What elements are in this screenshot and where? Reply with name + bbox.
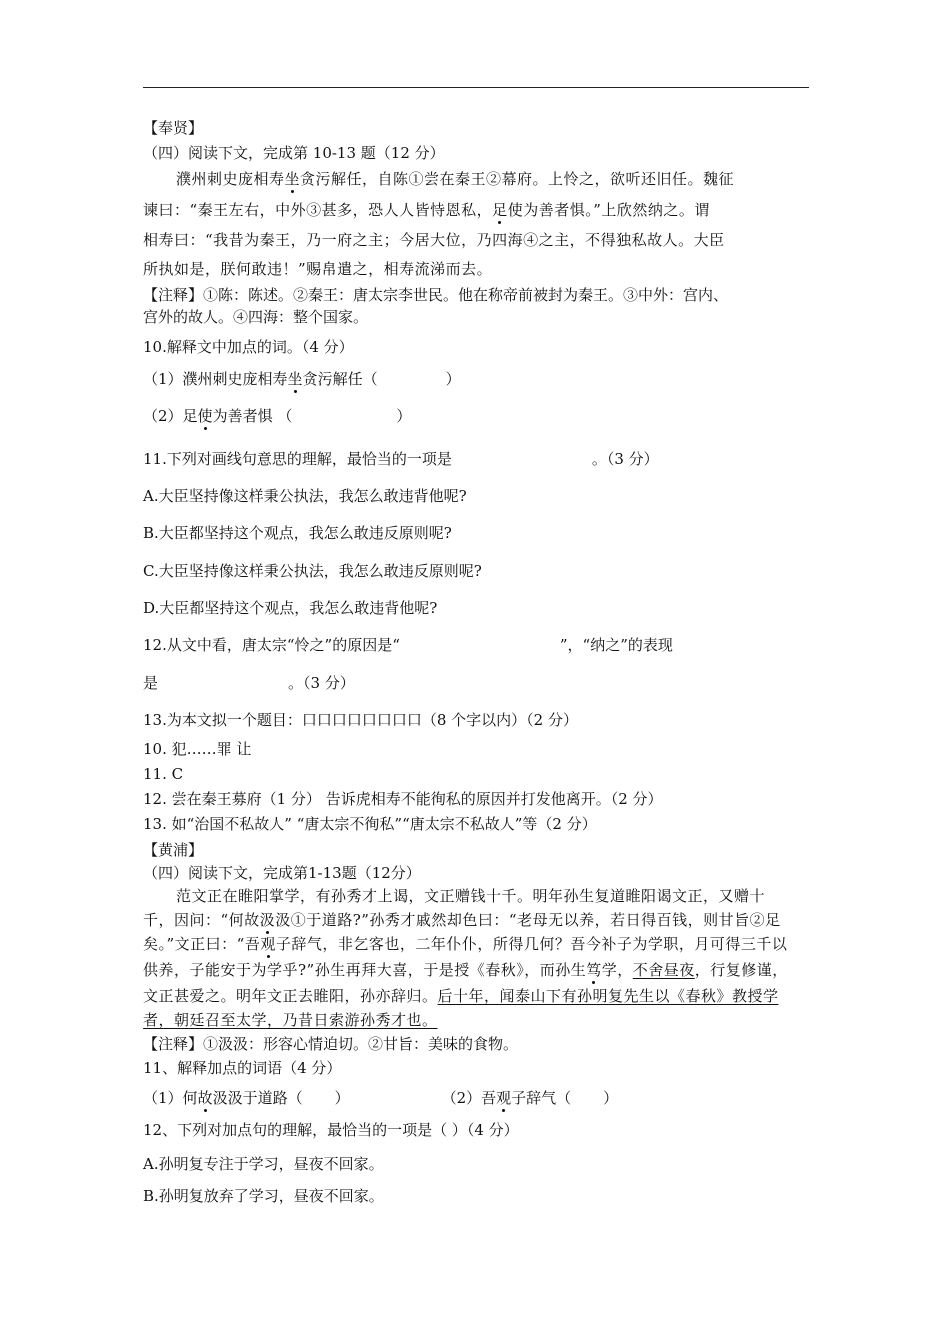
answer-line: 10. 犯……罪 让: [143, 740, 252, 758]
underlined-sentence: 后十年，闻泰山下有孙明复先生以《春秋》教授学: [437, 987, 779, 1005]
passage-line: 濮州刺史庞相寿坐贪污解任，自陈①尝在秦王②幕府。上怜之，欲听还旧任。魏征: [176, 170, 735, 188]
option-b: B.孙明复放弃了学习，昼夜不回家。: [143, 1187, 384, 1205]
option-b: B.大臣都坚持这个观点，我怎么敢违反原则呢?: [143, 524, 452, 542]
reading-prompt: （四）阅读下文，完成第1-13题（12分）: [143, 864, 421, 882]
question-10-item: （1）濮州刺史庞相寿坐贪污解任（ ）: [143, 370, 461, 388]
answer-line: 12. 尝在秦王募府（1 分） 告诉虎相寿不能徇私的原因并打发他离开。（2 分）: [143, 790, 663, 808]
passage-line: 所执如是，朕何敢违！”赐帛遣之，相寿流涕而去。: [143, 260, 493, 278]
option-a: A.孙明复专注于学习，昼夜不回家。: [143, 1155, 384, 1173]
emphasis-dot-char: 笃: [586, 961, 602, 979]
passage-line: 相寿曰：“我昔为秦王，乃一府之主；今居大位，乃四海④之主，不得独私故人。大臣: [143, 231, 725, 249]
passage-line: 供养，子能安于为学乎?”孙生再拜大喜，于是授《春秋》，而孙生笃学，不舍昼夜，行复修谨，: [143, 961, 788, 979]
question-11-items: （1）何故汲汲于道路（ ） （2）吾观子辞气（ ）: [143, 1089, 619, 1107]
section-tag-fengxian: 【奉贤】: [143, 119, 204, 137]
answer-line: 13. 如“治国不私故人” “唐太宗不徇私”“唐太宗不私故人”等（2 分）: [143, 815, 597, 833]
emphasis-dot-char: 汲: [259, 911, 276, 929]
emphasis-dot-char: 故: [197, 1089, 213, 1107]
option-a: A.大臣坚持像这样秉公执法，我怎么敢违背他呢?: [143, 487, 467, 505]
passage-line: 矣。”文正曰：“吾观子辞气，非乞客也，二年仆仆，所得几何？吾今补子为学职，月可得三千以: [143, 935, 788, 953]
annotation-note: 【注释】①陈：陈述。②秦王：唐太宗李世民。他在称帝前被封为秦王。③中外：宫内、: [143, 286, 729, 304]
emphasis-dot-char: 足: [492, 201, 508, 219]
emphasis-dot-char: 坐: [287, 370, 303, 388]
passage-line: 谏曰：“秦王左右，中外③甚多，恐人人皆恃恩私，足使为善者惧。”上欣然纳之。谓: [143, 201, 710, 219]
passage-line: 千，因问：“何故汲汲①于道路?”孙秀才戚然却色曰：“老母无以养，若日得百钱，则甘旨②足: [143, 911, 781, 929]
emphasis-dot-char: 观: [260, 935, 276, 953]
annotation-note: 【注释】①汲汲：形容心情迫切。②甘旨：美味的食物。: [143, 1035, 519, 1053]
passage-line: [143, 1010, 438, 1030]
emphasis-dot-char: 观: [496, 1089, 512, 1107]
section-tag-huangpu: 【黄浦】: [143, 841, 204, 859]
passage-line: 文正甚爱之。明年文正去睢阳，孙亦辞归。后十年，闻泰山下有孙明复先生以《春秋》教授学: [143, 987, 779, 1005]
question-10-item: （2）足使为善者惧 （ ）: [143, 407, 412, 425]
header-rule: [143, 87, 809, 88]
option-d: D.大臣都坚持这个观点，我怎么敢违背他呢?: [143, 599, 438, 617]
emphasis-dot-char: 使: [197, 407, 213, 425]
passage-line: 范文正在睢阳掌学，有孙秀才上谒，文正赠钱十千。明年孙生复道睢阳谒文正，又赠十: [176, 887, 766, 905]
question-12-line: 12.从文中看，唐太宗“怜之”的原因是“ ”，“纳之”的表现: [143, 636, 673, 654]
question-13: 13.为本文拟一个题目：口口口口口口口口（8 个字以内）（2 分）: [143, 711, 578, 729]
underlined-sentence: 者，朝廷召至太学，乃昔日索游孙秀才也。: [143, 1011, 438, 1029]
question-10-stem: 10.解释文中加点的词。（4 分）: [143, 338, 354, 356]
question-12-line: 是 。（3 分）: [143, 674, 355, 692]
answer-line: 11. C: [143, 765, 184, 783]
reading-prompt: （四）阅读下文，完成第 10-13 题（12 分）: [143, 144, 445, 162]
question-11-stem: 11、解释加点的词语（4 分）: [143, 1059, 342, 1077]
question-11-stem: 11.下列对画线句意思的理解，最恰当的一项是 。（3 分）: [143, 450, 659, 468]
option-c: C.大臣坚持像这样秉公执法，我怎么敢违反原则呢?: [143, 562, 482, 580]
underlined-phrase: 不舍昼夜: [632, 961, 695, 979]
question-12-stem: 12、下列对加点句的理解，最恰当的一项是（ ）（4 分）: [143, 1121, 519, 1139]
annotation-note: 宫外的故人。④四海：整个国家。: [143, 308, 369, 326]
emphasis-dot-char: 坐: [284, 170, 301, 188]
